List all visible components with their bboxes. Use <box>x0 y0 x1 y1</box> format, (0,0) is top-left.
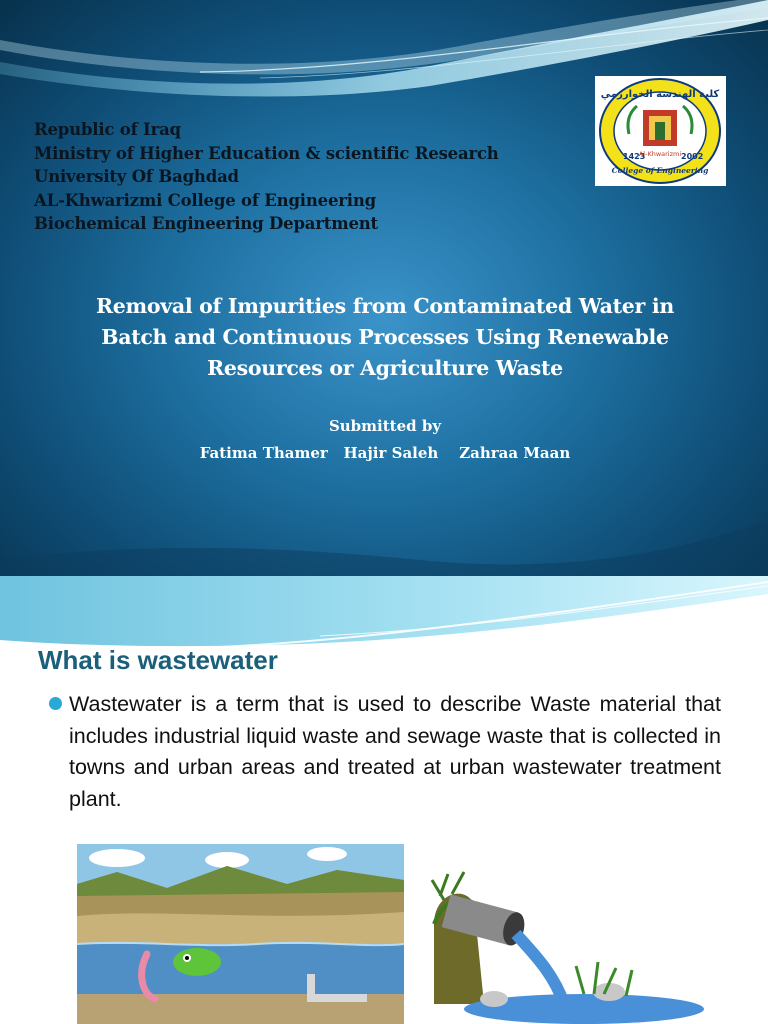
college-logo-icon <box>595 76 726 186</box>
header-line-department: Biochemical Engineering Department <box>34 214 378 234</box>
content-slide <box>0 576 768 1024</box>
title-line-3: Resources or Agriculture Waste <box>207 356 563 380</box>
svg-text:1423: 1423 <box>623 152 646 161</box>
underground-water-illustration-icon <box>77 844 404 1024</box>
bullet-icon <box>49 697 62 710</box>
bullet-paragraph: Wastewater is a term that is used to describe Waste material that includes industrial liquid waste and sewage waste that is collected in towns and urban areas and treated at urban wastewater treatment plant. <box>69 692 721 811</box>
decorative-header-wave-icon <box>0 576 768 656</box>
svg-text:كلية الهندسة الخوارزمي: كلية الهندسة الخوارزمي <box>600 89 720 100</box>
submitted-by-label: Submitted by <box>328 417 442 435</box>
institution-header <box>34 118 499 236</box>
header-line-university: University Of Baghdad <box>34 167 239 187</box>
authors-list: Fatima Thamer Hajir Saleh Zahraa Maan <box>199 444 571 462</box>
svg-text:2002: 2002 <box>681 152 704 161</box>
college-logo <box>595 76 726 186</box>
header-line-college: AL-Khwarizmi College of Engineering <box>34 190 376 210</box>
title-line-2: Batch and Continuous Processes Using Renewable <box>101 325 669 349</box>
svg-text:College of Engineering: College of Engineering <box>611 166 709 175</box>
svg-text:Al-Khwarizmi: Al-Khwarizmi <box>638 150 682 158</box>
pipe-discharge-illustration-icon <box>404 844 704 1024</box>
header-line-ministry: Ministry of Higher Education & scientific Research <box>34 143 499 163</box>
header-line-country: Republic of Iraq <box>34 120 181 139</box>
title-line-1: Removal of Impurities from Contaminated Water in <box>96 294 674 318</box>
presentation-title <box>40 291 730 384</box>
slide-title: What is wastewater <box>38 645 278 675</box>
